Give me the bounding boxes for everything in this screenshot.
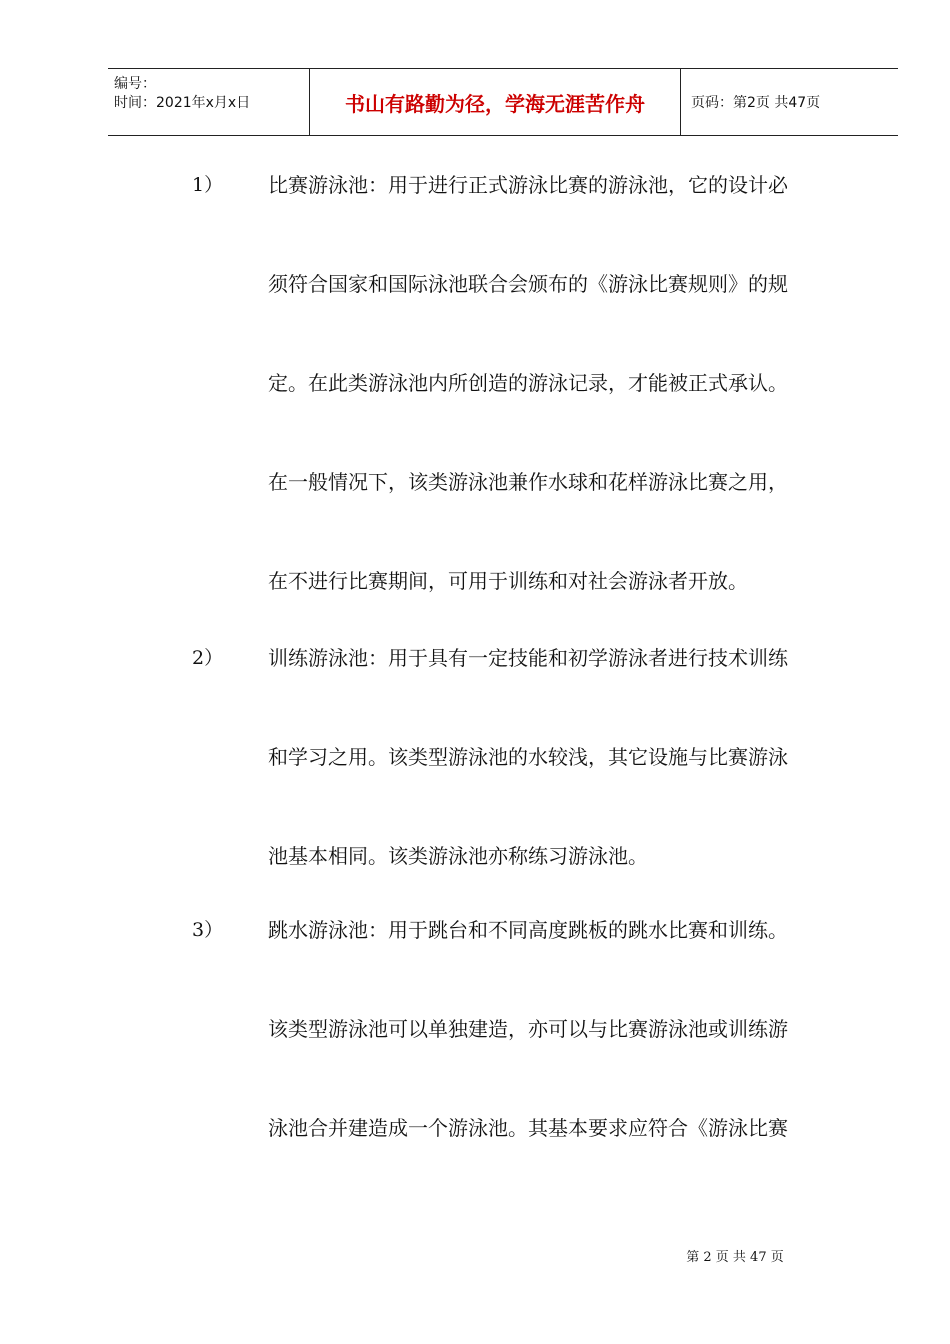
page-footer xyxy=(0,1246,950,1265)
page-header xyxy=(108,68,898,136)
body-text-line: 比赛游泳池：用于进行正式游泳比赛的游泳池，它的设计必 xyxy=(268,173,788,197)
date-line: 时间：2021年x月x日 xyxy=(114,95,251,111)
item-number: 1） xyxy=(192,174,224,196)
body-text-line: 和学习之用。该类型游泳池的水较浅，其它设施与比赛游泳 xyxy=(268,745,788,769)
item-number: 3） xyxy=(192,919,224,941)
body-text-line: 训练游泳池：用于具有一定技能和初学游泳者进行技术训练 xyxy=(268,646,788,670)
header-motto: 书山有路勤为径，学海无涯苦作舟 xyxy=(309,69,681,135)
item-number: 2） xyxy=(192,647,224,669)
body-text-line: 须符合国家和国际泳池联合会颁布的《游泳比赛规则》的规 xyxy=(268,272,788,296)
doc-number-label: 编号： xyxy=(114,76,156,92)
body-text-line: 定。在此类游泳池内所创造的游泳记录，才能被正式承认。 xyxy=(268,371,788,395)
body-text-line: 跳水游泳池：用于跳台和不同高度跳板的跳水比赛和训练。 xyxy=(268,918,788,942)
body-text-line: 泳池合并建造成一个游泳池。其基本要求应符合《游泳比赛 xyxy=(268,1116,788,1140)
header-page-info: 页码：第2页 共47页 xyxy=(691,95,821,111)
page-footer-text: 第 2 页 共 47 页 xyxy=(686,1250,784,1265)
body-text-line: 在不进行比赛期间，可用于训练和对社会游泳者开放。 xyxy=(268,569,748,593)
body-text-line: 池基本相同。该类游泳池亦称练习游泳池。 xyxy=(268,844,648,868)
body-text-line: 该类型游泳池可以单独建造，亦可以与比赛游泳池或训练游 xyxy=(268,1017,788,1041)
body-text-line: 在一般情况下，该类游泳池兼作水球和花样游泳比赛之用， xyxy=(268,470,788,494)
header-meta xyxy=(108,69,309,135)
